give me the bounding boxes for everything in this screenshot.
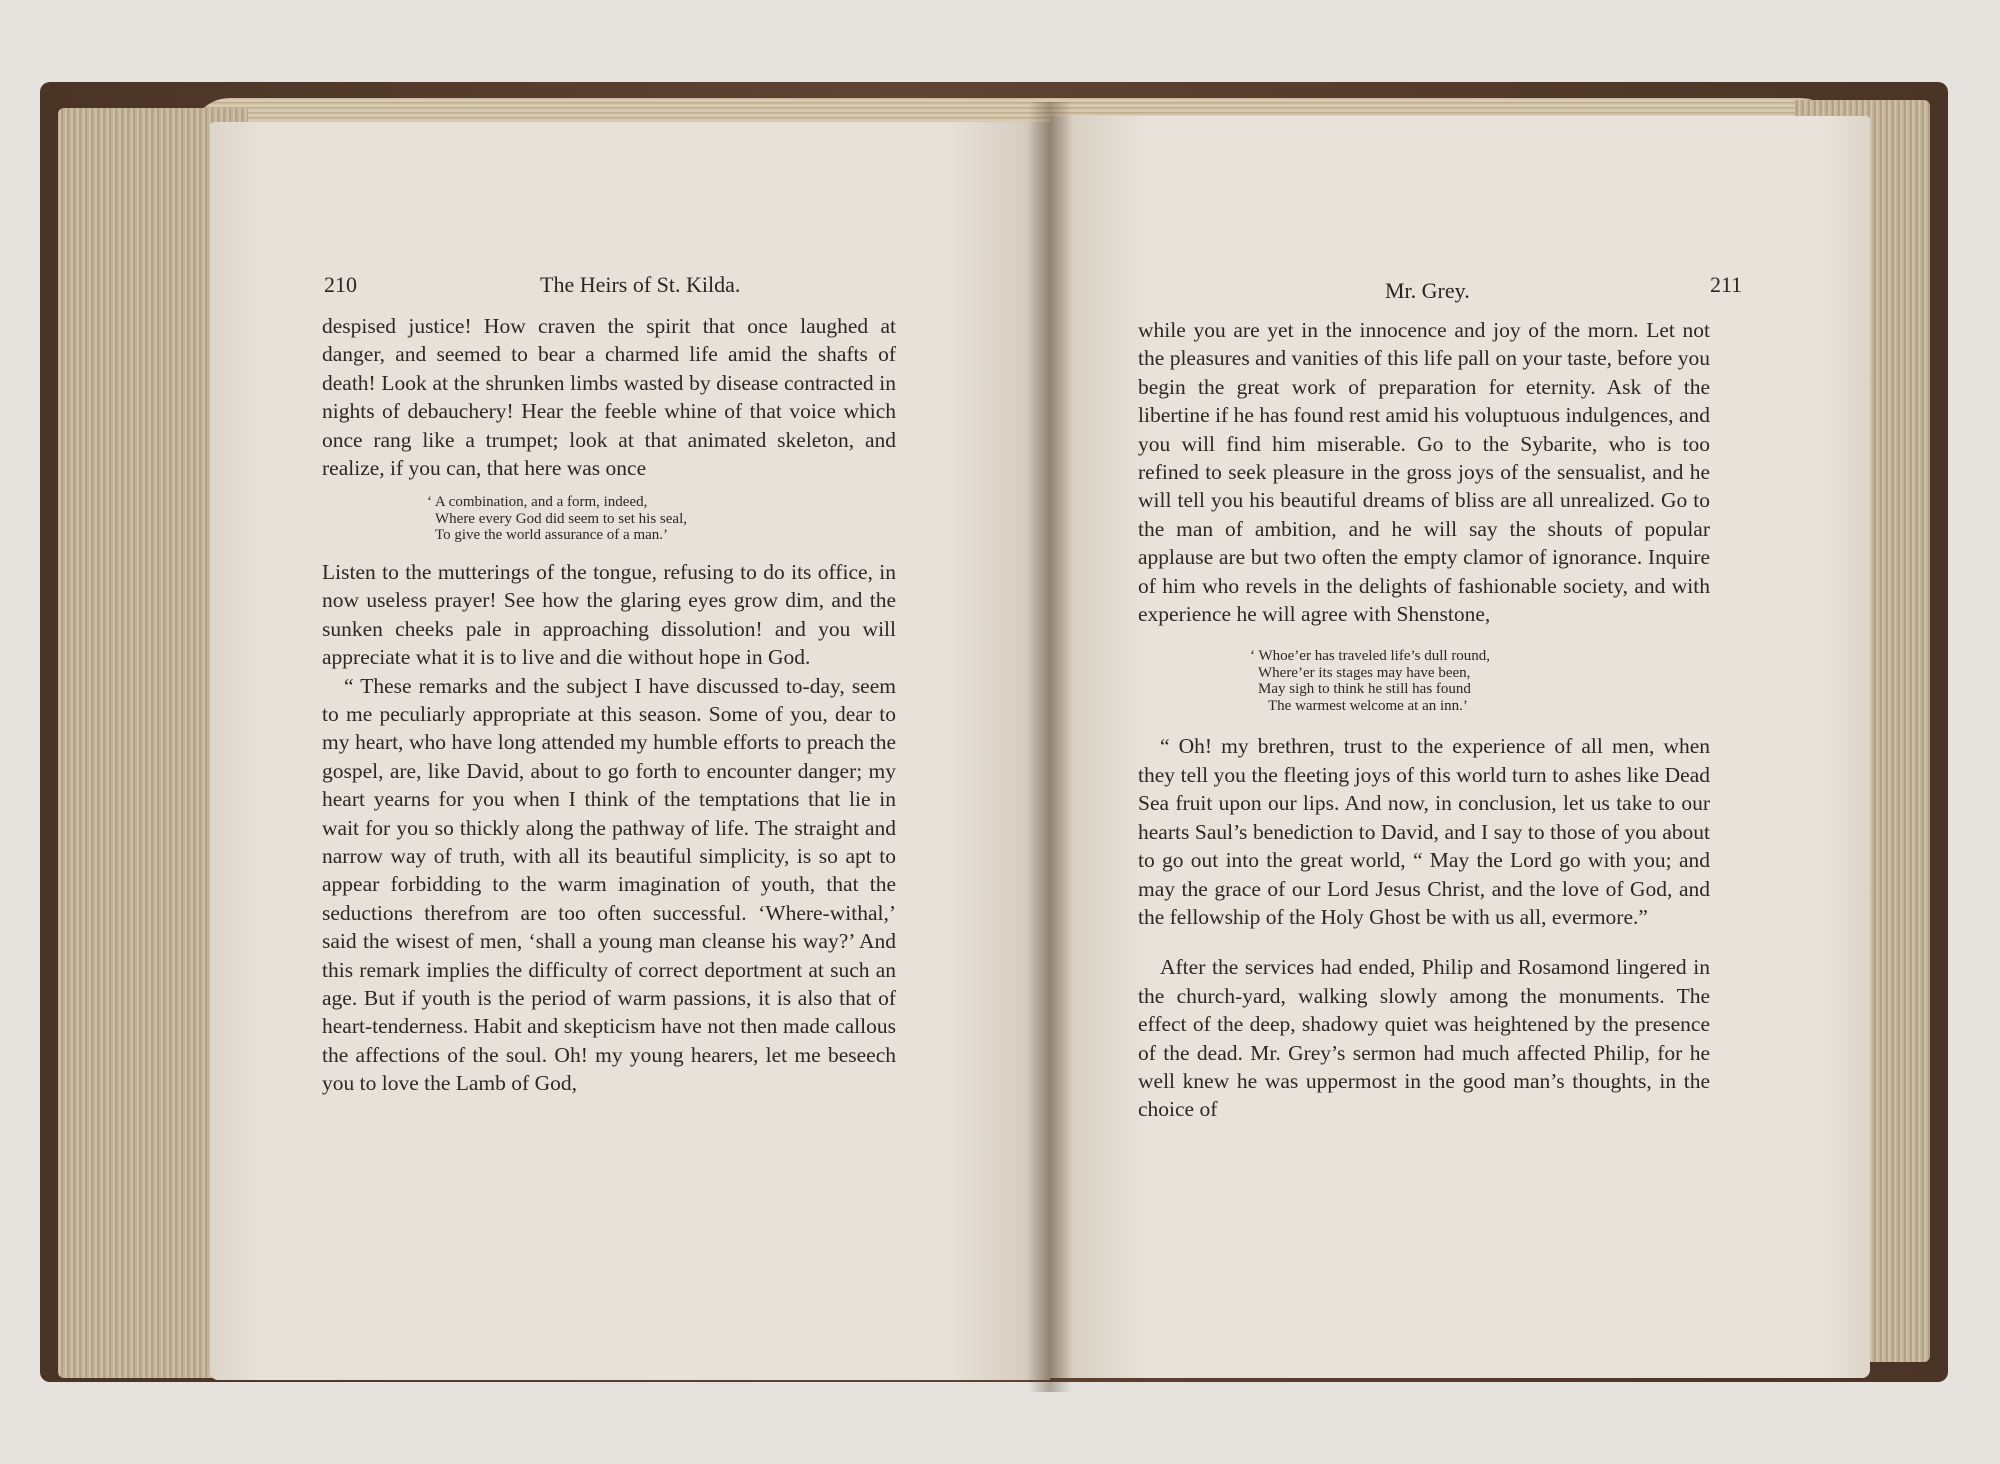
left-verse-line-2: Where every God did seem to set his seal, xyxy=(435,510,688,527)
left-verse-line-3: To give the world assurance of a man.’ xyxy=(435,527,669,544)
left-paragraph-3: “ These remarks and the subject I have discussed to-day, seem to me peculiarly appropriate at this season. Some of you, dear to my heart, who have long attended my humble efforts to preach the gospel, are, like David, about to go forth to encounter danger; my heart yearns for you when I think of the temptations that lie in wait for you so thickly along the pathway of life. The straight and narrow way of truth, with all its beautiful simplicity, is so apt to appear forbidding to the warm imagination of youth, that the seductions therefrom are too often successful. ‘Where-withal,’ said the wisest of men, ‘shall a young man cleanse his way?’ And this remark implies the difficulty of correct deportment at such an age. But if youth is the period of warm passions, it is also that of heart-tenderness. Habit and skepticism have not then made callous the affections of the soul. Oh! my young hearers, let me beseech you to love the Lamb of God, xyxy=(322,673,896,1096)
right-verse-line-3: May sigh to think he still has found xyxy=(1258,681,1471,698)
book-gutter xyxy=(1028,102,1072,1392)
right-verse-line-4: The warmest welcome at an inn.’ xyxy=(1268,697,1468,714)
left-paragraph-1: despised justice! How craven the spirit that once laughed at danger, and seemed to bear a charmed life amid the shafts of death! Look at the shrunken limbs wasted by disease contracted in nights of debauchery! Hear the feeble whine of that voice which once rang like a trumpet; look at that animated skeleton, and realize, if you can, that here was once xyxy=(322,314,896,481)
left-body-text xyxy=(322,312,896,1098)
left-page xyxy=(210,122,1050,1380)
left-page-number: 210 xyxy=(324,272,357,297)
right-verse-line-2: Where’er its stages may have been, xyxy=(1258,664,1471,681)
left-paragraph-2: Listen to the mutterings of the tongue, refusing to do its office, in now useless prayer! See how the glaring eyes grow dim, and the sunken cheeks pale in approaching dissolution! and you will appreciate what it is to live and die without hope in God. xyxy=(322,559,896,670)
right-running-title: Mr. Grey. xyxy=(1385,278,1470,303)
right-paragraph-3: After the services had ended, Philip and Rosamond lingered in the church-yard, walking slowly among the monuments. The effect of the deep, shadowy quiet was heightened by the presence of the dead. Mr. Grey’s sermon had much affected Philip, for he well knew he was uppermost in the good man’s thoughts, in the choice of xyxy=(1138,955,1710,1122)
right-paragraph-1: while you are yet in the innocence and joy of the morn. Let not the pleasures and vanities of this life pall on your taste, before you begin the great work of preparation for eternity. Ask of the libertine if he has found rest amid his voluptuous indulgences, and you will find him miserable. Go to the Sybarite, who is too refined to seek pleasure in the gross joys of the sensualist, and he will tell you his beautiful dreams of bliss are all unrealized. Go to the man of ambition, and he will say the shouts of popular applause are but two often the empty clamor of ignorance. Inquire of him who revels in the delights of fashionable society, and with experience he will agree with Shenstone, xyxy=(1138,318,1710,627)
left-running-title: The Heirs of St. Kilda. xyxy=(540,272,741,297)
right-page xyxy=(1050,116,1870,1378)
left-verse-quote xyxy=(427,494,896,544)
right-paragraph-2: “ Oh! my brethren, trust to the experience of all men, when they tell you the fleeting joys of this world turn to ashes like Dead Sea fruit upon our lips. And now, in conclusion, let us take to our hearts Saul’s benediction to David, and I say to those of you about to go out into the great world, “ May the Lord go with you; and may the grace of our Lord Jesus Christ, and the love of God, and the fellowship of the Holy Ghost be with us all, evermore.” xyxy=(1138,734,1710,929)
right-verse-line-1: ‘ Whoe’er has traveled life’s dull round, xyxy=(1250,648,1491,665)
open-book xyxy=(40,62,1948,1392)
left-verse-line-1: ‘ A combination, and a form, indeed, xyxy=(427,494,648,511)
section-break xyxy=(1138,931,1710,953)
right-page-number: 211 xyxy=(1710,272,1743,297)
right-verse-quote xyxy=(1250,648,1710,714)
right-body-text xyxy=(1138,316,1710,1124)
